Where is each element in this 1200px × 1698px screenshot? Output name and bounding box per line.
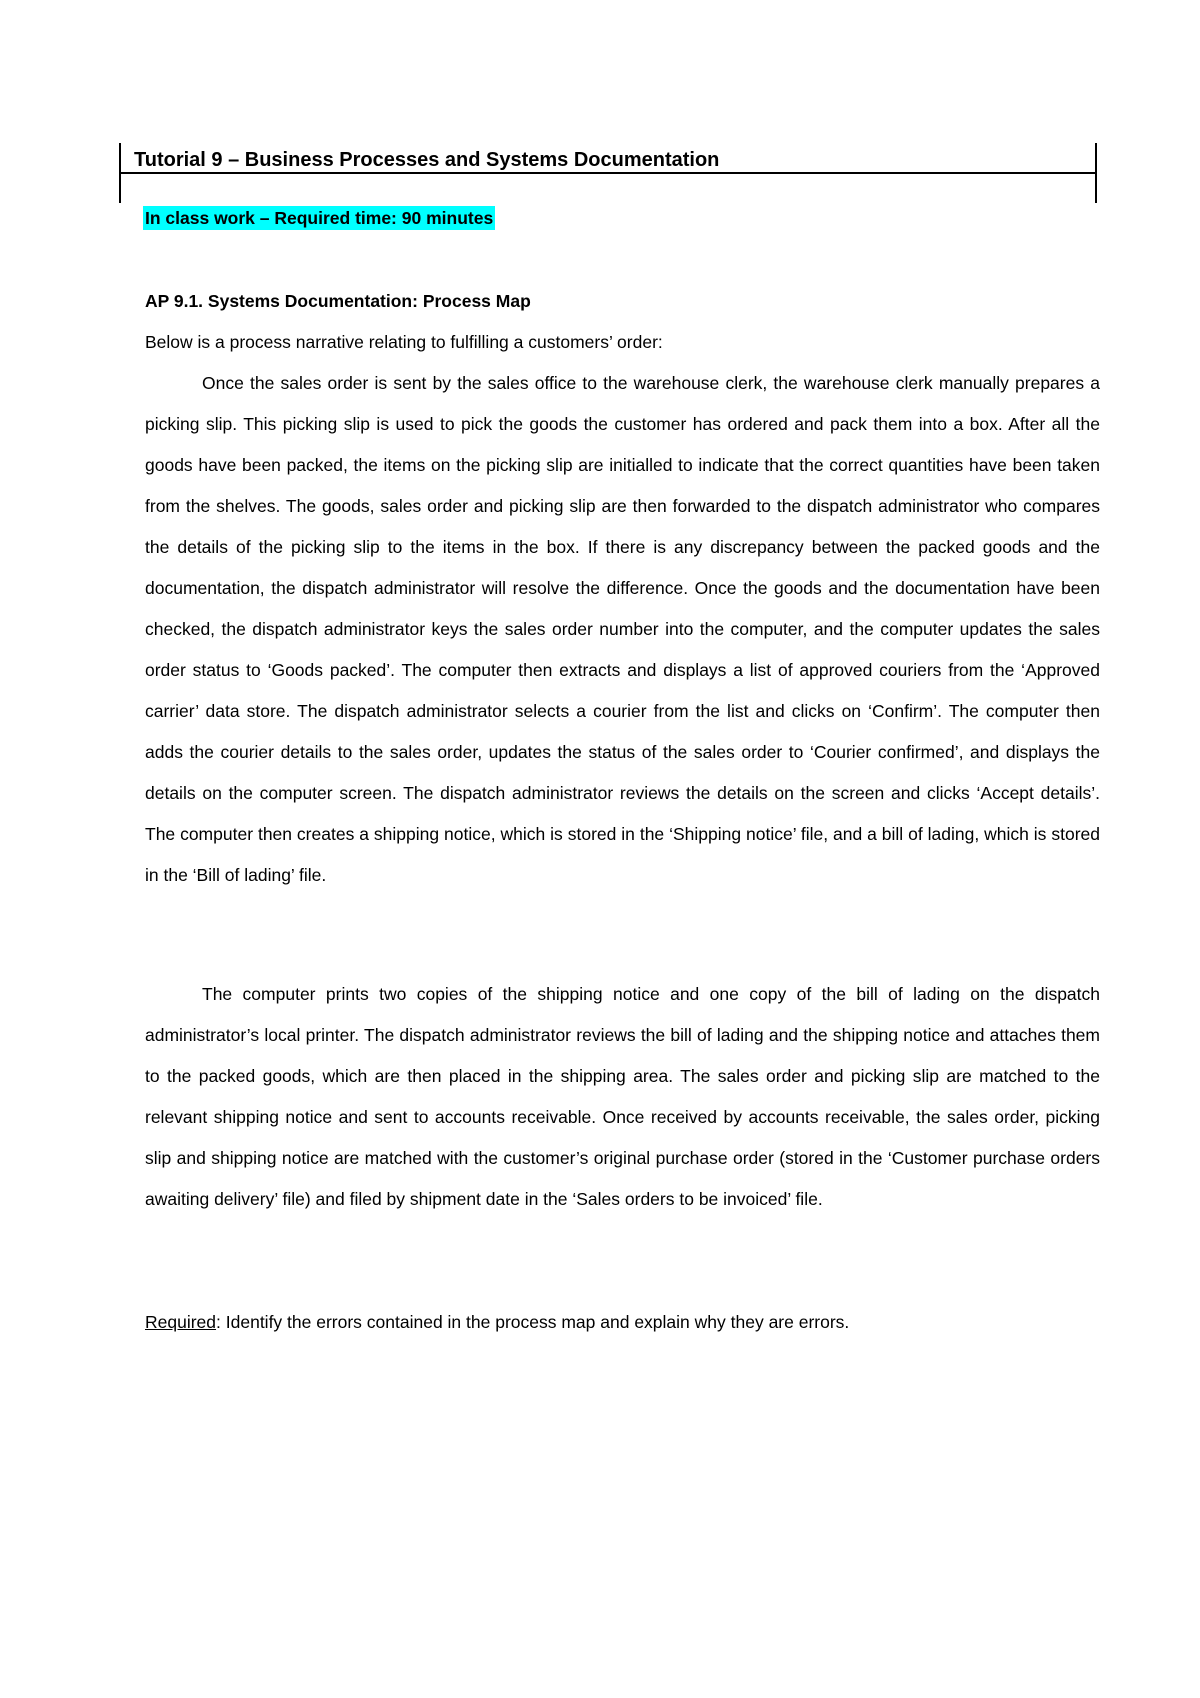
- title-box-right-bar: [1095, 143, 1097, 203]
- section-heading: AP 9.1. Systems Documentation: Process Map: [145, 291, 531, 311]
- required-label: Required: [145, 1312, 217, 1332]
- narrative-intro: Below is a process narrative relating to fulfilling a customers’ order:: [145, 332, 663, 352]
- narrative-paragraph-1: [145, 363, 1100, 896]
- required-text: : Identify the errors contained in the process map and explain why they are errors.: [216, 1312, 850, 1332]
- title-underline-rule: [121, 172, 1095, 174]
- required-instruction: [145, 1310, 849, 1334]
- document-title: Tutorial 9 – Business Processes and Systems Documentation: [134, 149, 720, 171]
- in-class-note-highlight: In class work – Required time: 90 minutes: [145, 208, 494, 228]
- narrative-paragraph-2-text: The computer prints two copies of the shipping notice and one copy of the bill of lading on the dispatch administrator’s local printer. The dispatch administrator reviews the bill of lading and the shipping notice and attaches them to the packed goods, which are then placed in the shipping area. The sales order and picking slip are matched to the relevant shipping notice and sent to accounts receivable. Once received by accounts receivable, the sales order, picking slip and shipping notice are matched with the customer’s original purchase order (stored in the ‘Customer purchase orders awaiting delivery’ file) and filed by shipment date in the ‘Sales orders to be invoiced’ file.: [145, 984, 1100, 1209]
- narrative-paragraph-1-text: Once the sales order is sent by the sales office to the warehouse clerk, the warehouse clerk manually prepares a picking slip. This picking slip is used to pick the goods the customer has ordered and pack them into a box. After all the goods have been packed, the items on the picking slip are initialled to indicate that the correct quantities have been taken from the shelves. The goods, sales order and picking slip are then forwarded to the dispatch administrator who compares the details of the picking slip to the items in the box. If there is any discrepancy between the packed goods and the documentation, the dispatch administrator will resolve the difference. Once the goods and the documentation have been checked, the dispatch administrator keys the sales order number into the computer, and the computer updates the sales order status to ‘Goods packed’. The computer then extracts and displays a list of approved couriers from the ‘Approved carrier’ data store. The dispatch administrator selects a courier from the list and clicks on ‘Confirm’. The computer then adds the courier details to the sales order, updates the status of the sales order to ‘Courier confirmed’, and displays the details on the computer screen. The dispatch administrator reviews the details on the screen and clicks ‘Accept details’. The computer then creates a shipping notice, which is stored in the ‘Shipping notice’ file, and a bill of lading, which is stored in the ‘Bill of lading’ file.: [145, 373, 1100, 885]
- narrative-paragraph-2: [145, 974, 1100, 1220]
